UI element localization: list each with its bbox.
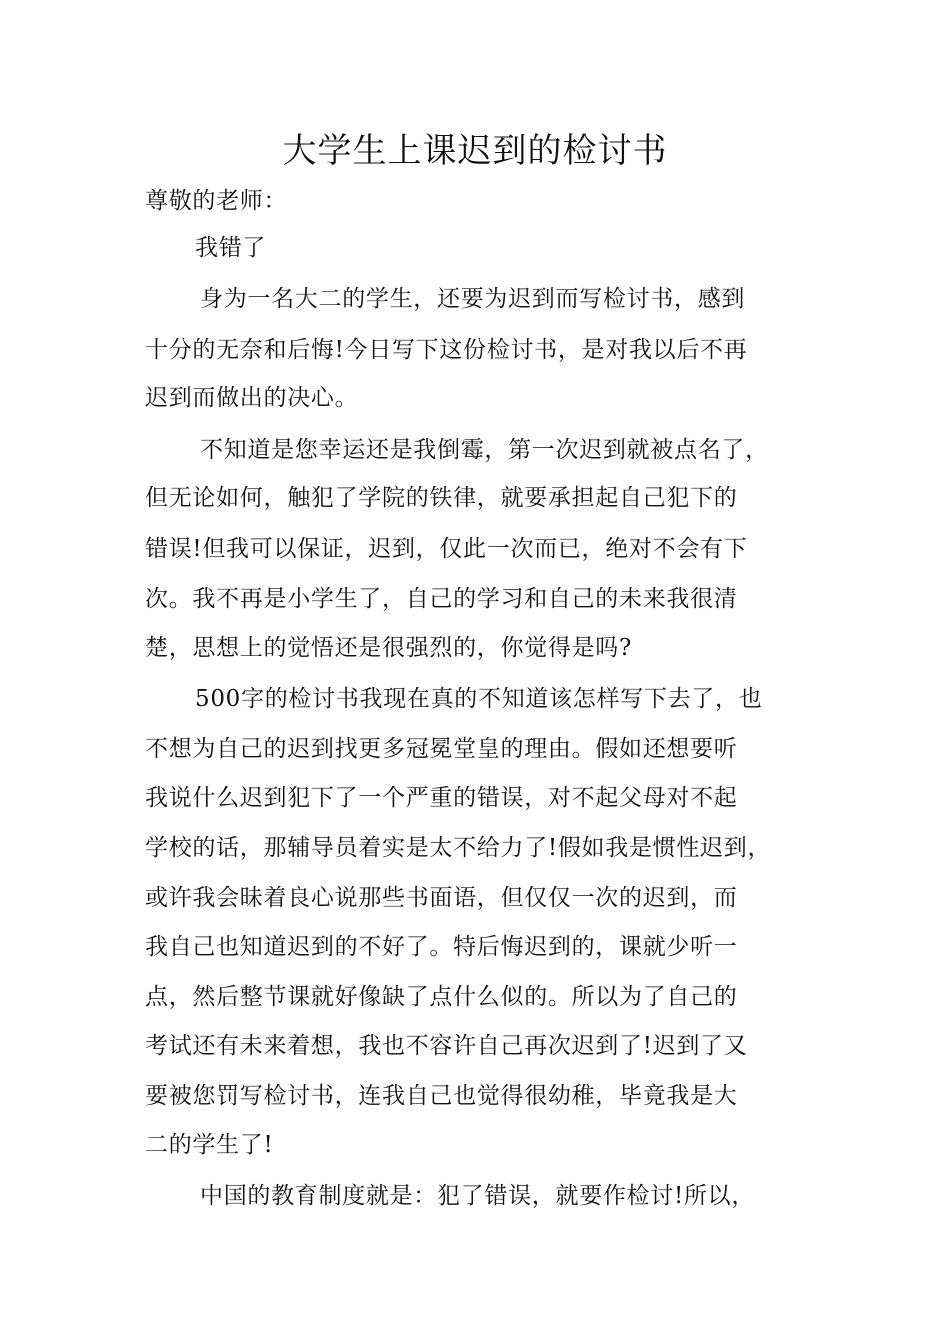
paragraph-line: 我自己也知道迟到的不好了。特后悔迟到的，课就少听一 <box>145 934 738 960</box>
paragraph-line: 不想为自己的迟到找更多冠冕堂皇的理由。假如还想要听 <box>145 736 738 762</box>
paragraph-line: 500字的检讨书我现在真的不知道该怎样写下去了，也 <box>195 686 763 712</box>
paragraph-line: 十分的无奈和后悔!今日写下这份检讨书，是对我以后不再 <box>145 337 748 363</box>
paragraph-line: 点，然后整节课就好像缺了点什么似的。所以为了自己的 <box>145 984 738 1010</box>
paragraph-line: 考试还有未来着想，我也不容许自己再次迟到了!迟到了又 <box>145 1033 748 1059</box>
paragraph-line: 次。我不再是小学生了，自己的学习和自己的未来我很清 <box>145 586 738 612</box>
paragraph-line: 身为一名大二的学生，还要为迟到而写检讨书，感到 <box>200 286 746 312</box>
paragraph-line: 我错了 <box>195 235 267 261</box>
paragraph-line: 但无论如何，触犯了学院的铁律，就要承担起自己犯下的 <box>145 485 738 511</box>
paragraph-line: 楚，思想上的觉悟还是很强烈的，你觉得是吗? <box>145 635 633 661</box>
paragraph-line: 错误!但我可以保证，迟到，仅此一次而已，绝对不会有下 <box>145 536 748 562</box>
paragraph-line: 不知道是您幸运还是我倒霉，第一次迟到就被点名了， <box>200 437 769 463</box>
paragraph-line: 要被您罚写检讨书，连我自己也觉得很幼稚，毕竟我是大 <box>145 1083 738 1109</box>
salutation: 尊敬的老师： <box>145 188 288 214</box>
paragraph-line: 或许我会昧着良心说那些书面语，但仅仅一次的迟到，而 <box>145 885 738 911</box>
paragraph-line: 迟到而做出的决心。 <box>145 385 359 411</box>
paragraph-line: 二的学生了! <box>145 1132 274 1158</box>
paragraph-line: 学校的话，那辅导员着实是太不给力了!假如我是惯性迟到， <box>145 835 772 861</box>
document-title: 大学生上课迟到的检讨书 <box>282 131 668 171</box>
paragraph-line: 我说什么迟到犯下了一个严重的错误，对不起父母对不起 <box>145 785 738 811</box>
paragraph-line: 中国的教育制度就是：犯了错误，就要作检讨!所以， <box>200 1183 756 1209</box>
